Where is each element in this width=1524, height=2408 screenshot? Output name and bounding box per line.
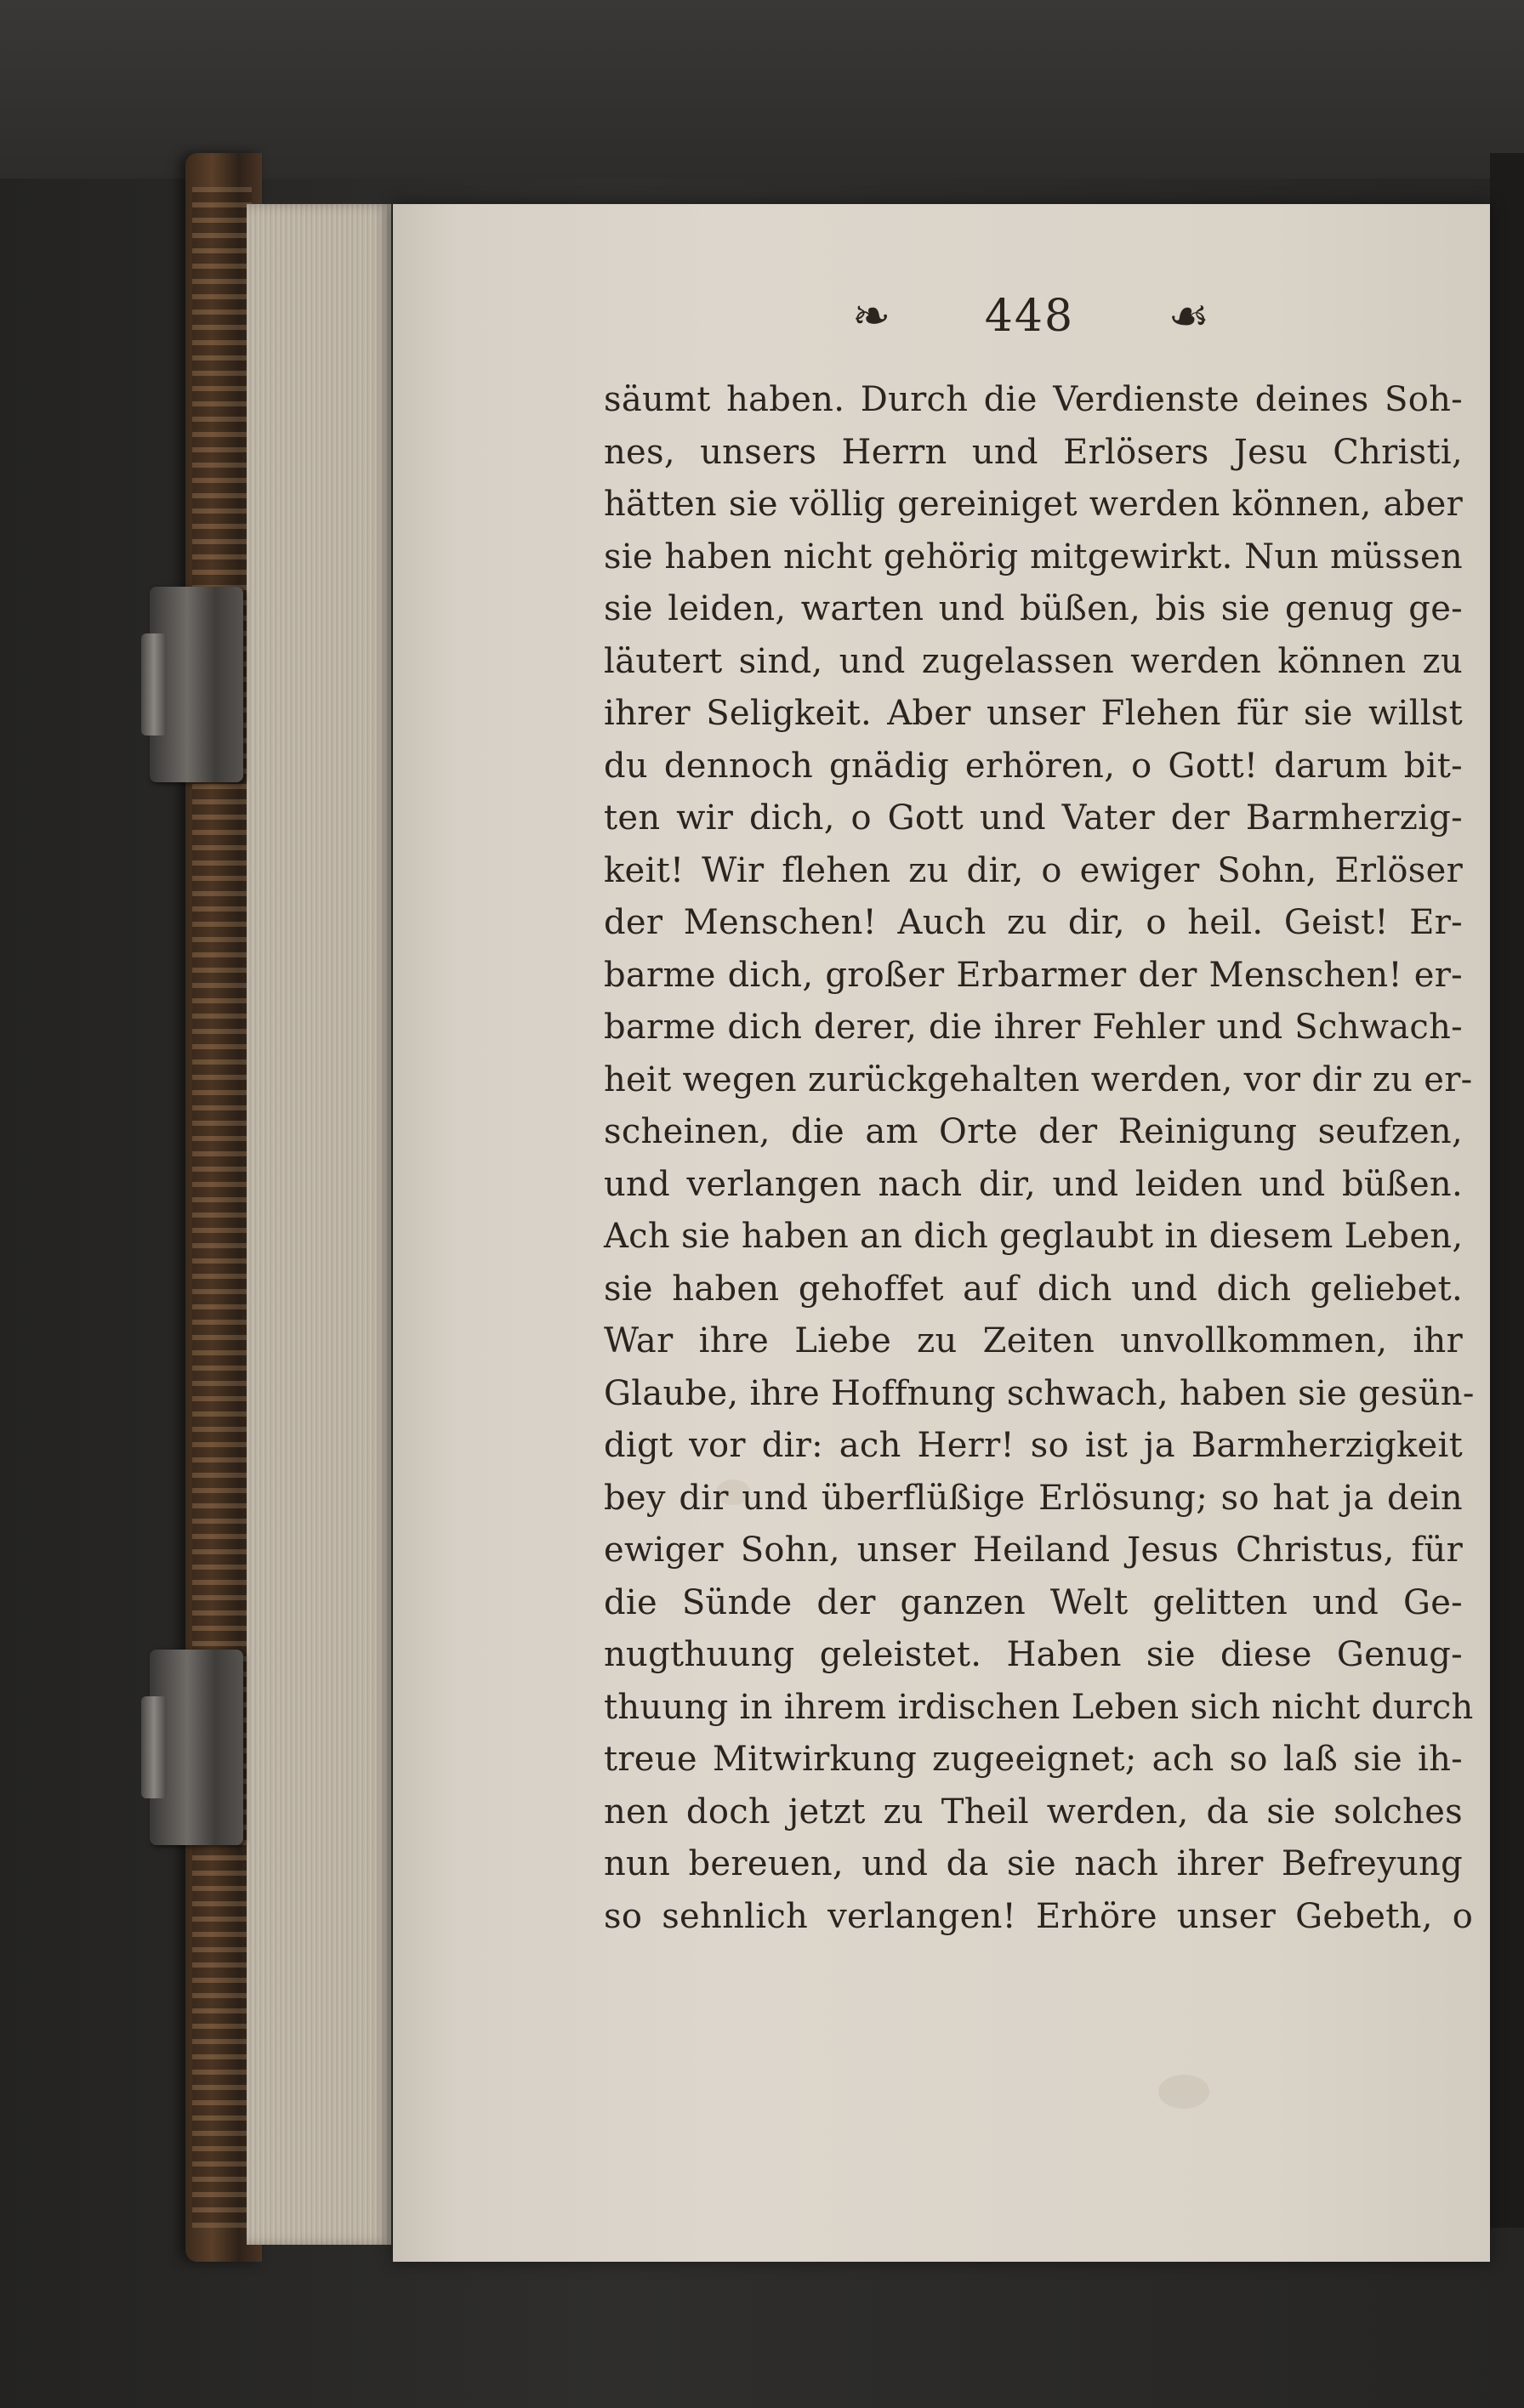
text-line: War ihre Liebe zu Zeiten unvollkommen, ihr [604, 1321, 1463, 1360]
text-line: sie haben nicht gehörig mitgewirkt. Nun müssen [604, 537, 1463, 576]
text-line: säumt haben. Durch die Verdienste deines Soh- [604, 380, 1463, 419]
page-edges [247, 204, 391, 2245]
text-line: du dennoch gnädig erhören, o Gott! darum bit- [604, 746, 1463, 786]
right-ornament-icon: ☙ [1168, 289, 1209, 343]
text-line: barme dich, großer Erbarmer der Menschen! er- [604, 955, 1463, 995]
text-line: ihrer Seligkeit. Aber unser Flehen für sie willst [604, 694, 1463, 733]
upper-clasp-knob [141, 633, 167, 735]
text-line: sie leiden, warten und büßen, bis sie genug ge- [604, 589, 1463, 628]
text-line: nes, unsers Herrn und Erlösers Jesu Christi, [604, 432, 1463, 472]
left-ornament-icon: ❧ [852, 289, 891, 343]
body-text [604, 374, 1475, 1943]
text-line: digt vor dir: ach Herr! so ist ja Barmherzigkeit [604, 1426, 1463, 1465]
book-page [393, 204, 1490, 2262]
foxing-spot [1158, 2075, 1209, 2109]
text-line: scheinen, die am Orte der Reinigung seufzen, [604, 1112, 1463, 1151]
text-line: sie haben gehoffet auf dich und dich geliebet. [604, 1269, 1463, 1309]
text-line: Ach sie haben an dich geglaubt in diesem Leben, [604, 1217, 1464, 1256]
text-line: thuung in ihrem irdischen Leben sich nicht durch [604, 1687, 1474, 1727]
text-line: treue Mitwirkung zugeeignet; ach so laß sie ih- [604, 1740, 1463, 1779]
text-line: und verlangen nach dir, und leiden und büßen. [604, 1164, 1463, 1204]
text-line: so sehnlich verlangen! Erhöre unser Gebeth, o [604, 1896, 1474, 1936]
text-line: nugthuung geleistet. Haben sie diese Genug- [604, 1635, 1463, 1674]
text-line: läutert sind, und zugelassen werden können zu [604, 641, 1463, 681]
text-line: barme dich derer, die ihrer Fehler und Schwach- [604, 1008, 1463, 1047]
text-line: der Menschen! Auch zu dir, o heil. Geist! Er- [604, 903, 1463, 942]
text-line: ewiger Sohn, unser Heiland Jesus Christus, für [604, 1531, 1463, 1570]
text-line: nen doch jetzt zu Theil werden, da sie solches [604, 1792, 1463, 1832]
text-line: nun bereuen, und da sie nach ihrer Befreyung [604, 1844, 1463, 1883]
text-line: bey dir und überflüßige Erlösung; so hat ja dein [604, 1478, 1463, 1518]
text-line: heit wegen zurückgehalten werden, vor dir zu er- [604, 1059, 1473, 1099]
page-number: 448 [984, 291, 1075, 342]
text-line: keit! Wir flehen zu dir, o ewiger Sohn, Erlöser [604, 850, 1463, 890]
background-right [1490, 153, 1524, 2228]
text-line: hätten sie völlig gereiniget werden können, aber [604, 485, 1463, 524]
cover-texture [192, 187, 252, 2228]
background-top [0, 0, 1524, 179]
text-line: Glaube, ihre Hoffnung schwach, haben sie gesün- [604, 1373, 1475, 1413]
text-line: die Sünde der ganzen Welt gelitten und Ge- [604, 1582, 1463, 1622]
lower-clasp-knob [141, 1696, 167, 1798]
page-header [852, 282, 1209, 350]
text-line: ten wir dich, o Gott und Vater der Barmherzig- [604, 798, 1463, 838]
